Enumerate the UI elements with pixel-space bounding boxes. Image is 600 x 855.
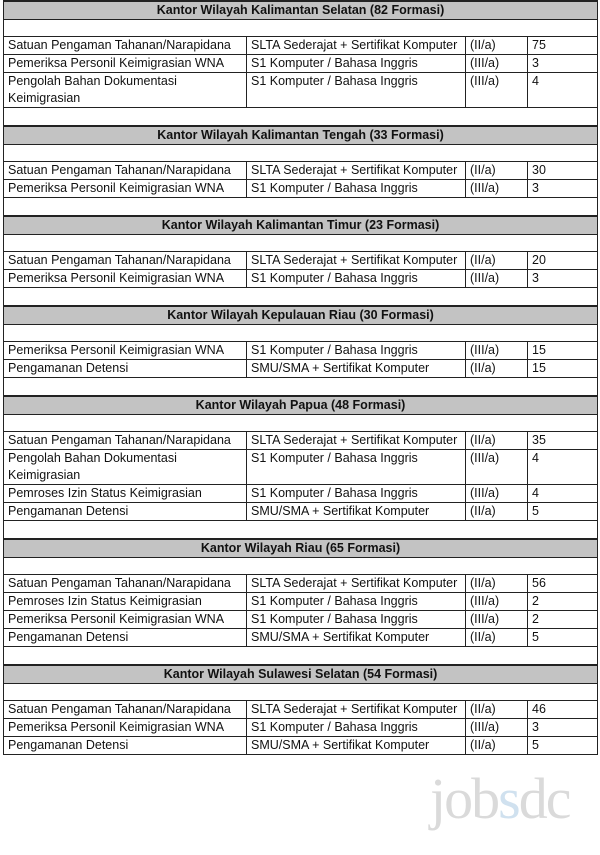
kualifikasi-cell: S1 Komputer / Bahasa Inggris (247, 73, 466, 108)
jabatan-cell: Pemeriksa Personil Keimigrasian WNA (4, 342, 247, 360)
jabatan-cell: Pengamanan Detensi (4, 360, 247, 378)
golongan-cell: (III/a) (466, 450, 528, 485)
kualifikasi-cell: S1 Komputer / Bahasa Inggris (247, 55, 466, 73)
jumlah-cell: 15 (528, 360, 598, 378)
jabatan-cell: Pengolah Bahan Dokumentasi Keimigrasian (4, 450, 247, 485)
jumlah-cell: 2 (528, 611, 598, 629)
spacer-row (4, 378, 598, 397)
table-row (4, 162, 598, 180)
jabatan-cell: Pemeriksa Personil Keimigrasian WNA (4, 55, 247, 73)
section-header (4, 396, 598, 415)
jumlah-cell: 35 (528, 432, 598, 450)
kualifikasi-cell: SLTA Sederajat + Sertifikat Komputer (247, 252, 466, 270)
kualifikasi-cell: S1 Komputer / Bahasa Inggris (247, 450, 466, 485)
jumlah-cell: 56 (528, 575, 598, 593)
spacer-row (4, 415, 598, 432)
jabatan-cell: Pemroses Izin Status Keimigrasian (4, 593, 247, 611)
jumlah-cell: 3 (528, 55, 598, 73)
jumlah-cell: 4 (528, 450, 598, 485)
table-row (4, 629, 598, 647)
jumlah-cell: 3 (528, 180, 598, 198)
spacer-row (4, 145, 598, 162)
table-row (4, 360, 598, 378)
spacer-cell (4, 378, 598, 397)
section-title: Kantor Wilayah Kalimantan Tengah (33 Formasi) (4, 126, 598, 145)
spacer-cell (4, 145, 598, 162)
golongan-cell: (II/a) (466, 360, 528, 378)
golongan-cell: (III/a) (466, 73, 528, 108)
table-row (4, 719, 598, 737)
spacer-cell (4, 647, 598, 666)
jumlah-cell: 20 (528, 252, 598, 270)
spacer-cell (4, 235, 598, 252)
table-row (4, 342, 598, 360)
jabatan-cell: Pengamanan Detensi (4, 737, 247, 755)
kualifikasi-cell: S1 Komputer / Bahasa Inggris (247, 342, 466, 360)
kualifikasi-cell: S1 Komputer / Bahasa Inggris (247, 611, 466, 629)
golongan-cell: (III/a) (466, 55, 528, 73)
table-row (4, 270, 598, 288)
jabatan-cell: Pemeriksa Personil Keimigrasian WNA (4, 611, 247, 629)
spacer-row (4, 288, 598, 307)
table-row (4, 37, 598, 55)
section-header (4, 126, 598, 145)
table-row (4, 450, 598, 485)
jumlah-cell: 3 (528, 719, 598, 737)
section-title: Kantor Wilayah Sulawesi Selatan (54 Formasi) (4, 665, 598, 684)
kualifikasi-cell: SMU/SMA + Sertifikat Komputer (247, 360, 466, 378)
section-header (4, 665, 598, 684)
jabatan-cell: Pemeriksa Personil Keimigrasian WNA (4, 180, 247, 198)
jumlah-cell: 30 (528, 162, 598, 180)
kualifikasi-cell: S1 Komputer / Bahasa Inggris (247, 719, 466, 737)
table-row (4, 252, 598, 270)
kualifikasi-cell: S1 Komputer / Bahasa Inggris (247, 485, 466, 503)
golongan-cell: (II/a) (466, 737, 528, 755)
spacer-row (4, 325, 598, 342)
section-title: Kantor Wilayah Papua (48 Formasi) (4, 396, 598, 415)
spacer-row (4, 521, 598, 540)
spacer-cell (4, 20, 598, 37)
kualifikasi-cell: S1 Komputer / Bahasa Inggris (247, 593, 466, 611)
golongan-cell: (II/a) (466, 575, 528, 593)
table-row (4, 485, 598, 503)
watermark-logo: jobsdc (430, 766, 570, 831)
jabatan-cell: Pengamanan Detensi (4, 629, 247, 647)
jabatan-cell: Pemeriksa Personil Keimigrasian WNA (4, 270, 247, 288)
jabatan-cell: Pengamanan Detensi (4, 503, 247, 521)
section-title: Kantor Wilayah Riau (65 Formasi) (4, 539, 598, 558)
jabatan-cell: Satuan Pengaman Tahanan/Narapidana (4, 252, 247, 270)
table-row (4, 593, 598, 611)
kualifikasi-cell: SLTA Sederajat + Sertifikat Komputer (247, 701, 466, 719)
kualifikasi-cell: S1 Komputer / Bahasa Inggris (247, 270, 466, 288)
spacer-cell (4, 108, 598, 127)
kualifikasi-cell: SLTA Sederajat + Sertifikat Komputer (247, 162, 466, 180)
section-title: Kantor Wilayah Kepulauan Riau (30 Formasi) (4, 306, 598, 325)
spacer-cell (4, 521, 598, 540)
jabatan-cell: Pemroses Izin Status Keimigrasian (4, 485, 247, 503)
spacer-cell (4, 288, 598, 307)
section-title: Kantor Wilayah Kalimantan Timur (23 Formasi) (4, 216, 598, 235)
golongan-cell: (II/a) (466, 629, 528, 647)
kualifikasi-cell: SLTA Sederajat + Sertifikat Komputer (247, 432, 466, 450)
spacer-cell (4, 558, 598, 575)
golongan-cell: (II/a) (466, 432, 528, 450)
spacer-row (4, 108, 598, 127)
section-title: Kantor Wilayah Kalimantan Selatan (82 Formasi) (4, 1, 598, 20)
jumlah-cell: 5 (528, 629, 598, 647)
spacer-row (4, 558, 598, 575)
jabatan-cell: Satuan Pengaman Tahanan/Narapidana (4, 432, 247, 450)
spacer-row (4, 20, 598, 37)
kualifikasi-cell: SMU/SMA + Sertifikat Komputer (247, 503, 466, 521)
jumlah-cell: 5 (528, 737, 598, 755)
jumlah-cell: 15 (528, 342, 598, 360)
table-row (4, 611, 598, 629)
golongan-cell: (II/a) (466, 701, 528, 719)
table-row (4, 432, 598, 450)
spacer-row (4, 235, 598, 252)
golongan-cell: (III/a) (466, 593, 528, 611)
kualifikasi-cell: SMU/SMA + Sertifikat Komputer (247, 737, 466, 755)
table-row (4, 701, 598, 719)
formasi-table (3, 0, 598, 755)
kualifikasi-cell: SMU/SMA + Sertifikat Komputer (247, 629, 466, 647)
jabatan-cell: Satuan Pengaman Tahanan/Narapidana (4, 37, 247, 55)
golongan-cell: (II/a) (466, 503, 528, 521)
jumlah-cell: 75 (528, 37, 598, 55)
jabatan-cell: Pemeriksa Personil Keimigrasian WNA (4, 719, 247, 737)
jumlah-cell: 4 (528, 73, 598, 108)
jumlah-cell: 5 (528, 503, 598, 521)
jabatan-cell: Satuan Pengaman Tahanan/Narapidana (4, 575, 247, 593)
kualifikasi-cell: S1 Komputer / Bahasa Inggris (247, 180, 466, 198)
spacer-cell (4, 198, 598, 217)
kualifikasi-cell: SLTA Sederajat + Sertifikat Komputer (247, 575, 466, 593)
golongan-cell: (II/a) (466, 162, 528, 180)
formasi-document (3, 0, 597, 755)
section-header (4, 306, 598, 325)
spacer-row (4, 647, 598, 666)
jabatan-cell: Satuan Pengaman Tahanan/Narapidana (4, 701, 247, 719)
golongan-cell: (III/a) (466, 611, 528, 629)
golongan-cell: (II/a) (466, 37, 528, 55)
golongan-cell: (III/a) (466, 485, 528, 503)
jumlah-cell: 3 (528, 270, 598, 288)
spacer-row (4, 198, 598, 217)
table-row (4, 55, 598, 73)
spacer-row (4, 684, 598, 701)
kualifikasi-cell: SLTA Sederajat + Sertifikat Komputer (247, 37, 466, 55)
spacer-cell (4, 684, 598, 701)
section-header (4, 1, 598, 20)
spacer-cell (4, 415, 598, 432)
golongan-cell: (III/a) (466, 270, 528, 288)
table-row (4, 180, 598, 198)
table-row (4, 737, 598, 755)
section-header (4, 539, 598, 558)
golongan-cell: (III/a) (466, 342, 528, 360)
golongan-cell: (III/a) (466, 719, 528, 737)
table-row (4, 503, 598, 521)
golongan-cell: (III/a) (466, 180, 528, 198)
jumlah-cell: 46 (528, 701, 598, 719)
section-header (4, 216, 598, 235)
jumlah-cell: 4 (528, 485, 598, 503)
spacer-cell (4, 325, 598, 342)
table-row (4, 73, 598, 108)
jabatan-cell: Satuan Pengaman Tahanan/Narapidana (4, 162, 247, 180)
jabatan-cell: Pengolah Bahan Dokumentasi Keimigrasian (4, 73, 247, 108)
golongan-cell: (II/a) (466, 252, 528, 270)
jumlah-cell: 2 (528, 593, 598, 611)
table-row (4, 575, 598, 593)
